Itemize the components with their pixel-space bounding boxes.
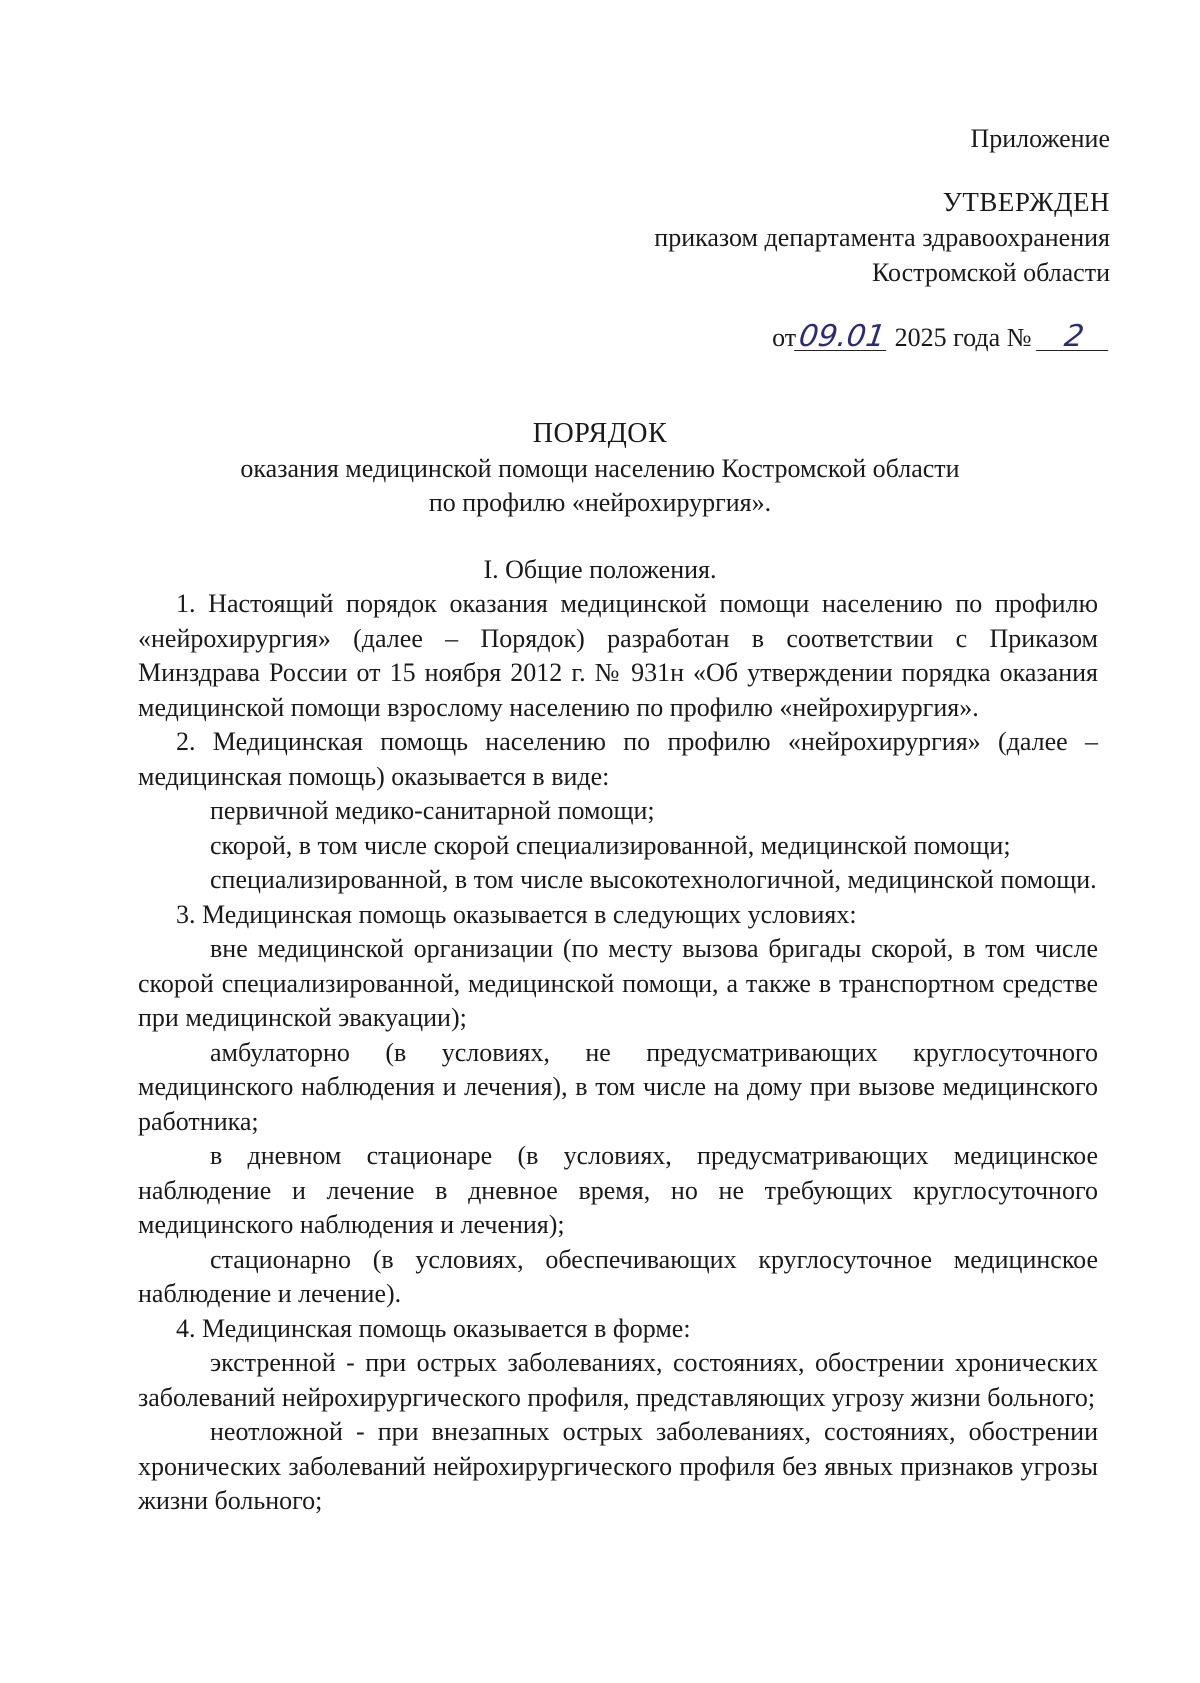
document-subtitle-line2: по профилю «нейрохирургия». <box>428 488 772 517</box>
list-item-emergency-care: скорой, в том числе скорой специализированной, медицинской помощи; <box>210 830 1011 860</box>
paragraph-1: 1. Настоящий порядок оказания медицинской помощи населению по профилю «нейрохирургия» (далее – Порядок) разработан в соответствии с Приказом Минздрава России от 15 ноября 2012 г. № 931н «Об утверждении порядка оказания медицинской помощи взрослому населению по профилю «нейрохирургия». <box>138 589 1098 722</box>
condition-outside-organization: вне медицинской организации (по месту вызова бригады скорой, в том числе скорой специализированной, медицинской помощи, а также в транспортном средстве при медицинской эвакуации); <box>138 934 1098 1032</box>
condition-outpatient: амбулаторно (в условиях, не предусматривающих круглосуточного медицинского наблюдения и лечения), в том числе на дому при вызове медицинского работника; <box>138 1037 1098 1136</box>
document-subtitle-line1: оказания медицинской помощи населению Костромской области <box>240 454 960 483</box>
condition-inpatient: стационарно (в условиях, обеспечивающих круглосуточное медицинское наблюдение и лечение). <box>138 1244 1098 1308</box>
document-body <box>138 587 1098 1519</box>
paragraph-2: 2. Медицинская помощь населению по профилю «нейрохирургия» (далее – медицинская помощь) оказывается в виде: <box>138 727 1098 791</box>
section-heading: I. Общие положения. <box>483 555 717 584</box>
paragraph-3: 3. Медицинская помощь оказывается в следующих условиях: <box>176 899 857 929</box>
approved-by-order: приказом департамента здравоохранения <box>654 223 1110 252</box>
approved-region: Костромской области <box>871 258 1110 287</box>
list-item-specialized-care: специализированной, в том числе высокотехнологичной, медицинской помощи. <box>210 865 1097 894</box>
order-date-handwritten: 09.01 <box>794 324 890 351</box>
condition-day-hospital: в дневном стационаре (в условиях, предусматривающих медицинское наблюдение и лечение в дневное время, но не требующих круглосуточного медицинского наблюдения и лечения); <box>138 1141 1098 1239</box>
order-number-handwritten: 2 <box>1036 324 1112 351</box>
list-item-primary-care: первичной медико-санитарной помощи; <box>210 796 655 825</box>
paragraph-4: 4. Медицинская помощь оказывается в форме: <box>176 1313 691 1343</box>
order-reference <box>772 321 1110 355</box>
document-title: ПОРЯДОК <box>532 418 668 449</box>
order-prefix: от <box>772 323 797 352</box>
order-year: 2025 года № <box>894 323 1032 352</box>
approved-stamp-text: УТВЕРЖДЕН <box>942 187 1110 217</box>
form-emergency: экстренной - при острых заболеваниях, состояниях, обострении хронических заболеваний нейрохирургического профиля, представляющих угрозу жизни больного; <box>138 1348 1098 1412</box>
form-urgent: неотложной - при внезапных острых заболеваниях, состояниях, обострении хронических заболеваний нейрохирургического профиля без явных признаков угрозы жизни больного; <box>138 1417 1098 1515</box>
appendix-label: Приложение <box>970 124 1110 153</box>
